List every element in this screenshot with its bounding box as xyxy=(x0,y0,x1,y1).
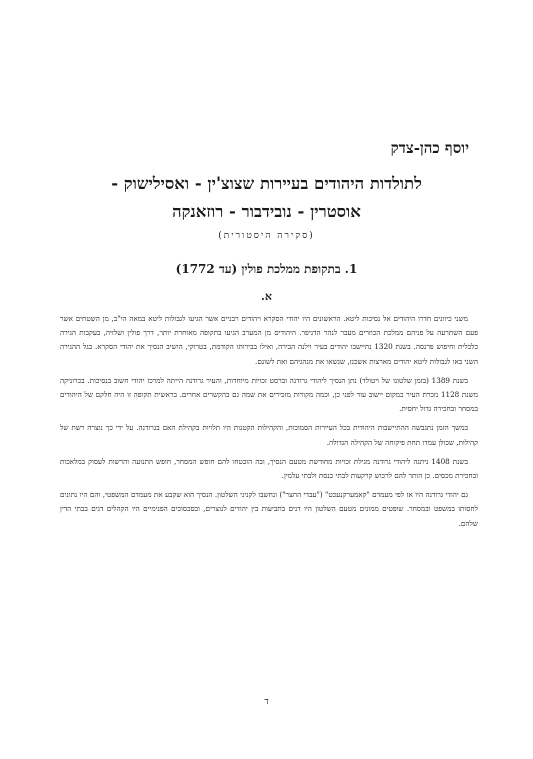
paragraph: בשנת 1389 (בזמן שלטונו של ויטולד) נתן הנסיך ליהודי גרודנה וברסט זכויות מיוחדות, והעיר גרודנה הייתה למרכז יהודי חשוב בנסיכות. בכרוניקה משנת 1128 נזכרת העיר כמקום יישוב עוד לפני כן, וכמה מקורות מזכירים את שמה גם בהקשרים אחרים. בראשית תקופה זו היה חלקם של היהודים במסחר ובחכירה גדול יחסית. xyxy=(60,375,478,414)
title-line: לתולדות היהודים בעיירות שצוצ'ין - ואסילישוק - xyxy=(111,174,422,193)
article-subtitle: (סקירה היסטורית) xyxy=(218,231,315,241)
paragraph: משני כיוונים חדרו היהודים אל נסיכות ליטא. הראשונים היו יהודי הסקרא ויהודים רבניים אשר הגיעו לגבולות ליטא במאה הי"ב, מן השטחים אשר פעם השתרעה על פניהם ממלכת הכוזרים מעבר לנהר הדניפר. היהודים מן המערב הגיעו בתקופה מאוחרת יותר, דרך פולין ושלזיה, בעקבות הגירה כלכלית וחיפוש פרנסה. בשנת 1320 נתיישבו יהודים בעיר וילנה הבירה, ואילו בבירותו הקודמת, בטרוקי, הושיב הנסיך את יהודי הסקרא. בגל ההגירה השני באו לגבולות ליטא יהודים מארצות אשכנז, שנשאו את מנהגיהם ואת לשונם. xyxy=(60,314,478,366)
paragraph: גם יהודי גרודנה היו אז לפי מעמדם "קאמערקנעכט" ("עבדי החצר") ונחשבו לקניני השלטון. הנסיך הוא שקבע את מעמדם המשפטי, והם היו נתונים לחסותו במשפט ובמסחר. שופטים ממונים מטעם השלטון היו דנים בתביעות בין יהודים לנוצרים, ובסכסוכים הפנימיים היו הקהלים דנים בבתי הדין שלהם. xyxy=(60,490,478,528)
title-line: אוסטרין - נובידבור - רוזאנקה xyxy=(172,202,361,221)
section-marker: א. xyxy=(261,290,272,303)
page-number: ד xyxy=(264,697,269,707)
body-text xyxy=(60,312,478,536)
article-title xyxy=(50,170,483,226)
chapter-heading: 1. בתקופת ממלכת פולין (עד 1772) xyxy=(175,262,358,276)
paragraph: בשנת 1408 ניתנה ליהודי גרודנה מגילת זכויות מחודשת מטעם הנסיך, ובה הובטחו להם חופש המסחר, חופש התנועה והרשות לעסוק במלאכות ובחכירת מכסים. כן הותר להם לרכוש קרקעות לבתי כנסת ולבתי עלמין. xyxy=(60,456,478,481)
author-name: יוסף כהן-צדק xyxy=(390,139,469,157)
paragraph: במשך הזמן נתגבשה ההתיישבות היהודית בכל העיירות הסמוכות, והקהילות הקטנות היו תלויות בקהילת האם בגרודנה. על ידי כך נוצרה רשת של קהילות, שכולן עמדו תחת פיקוחה של הקהילה הגדולה. xyxy=(60,423,478,447)
